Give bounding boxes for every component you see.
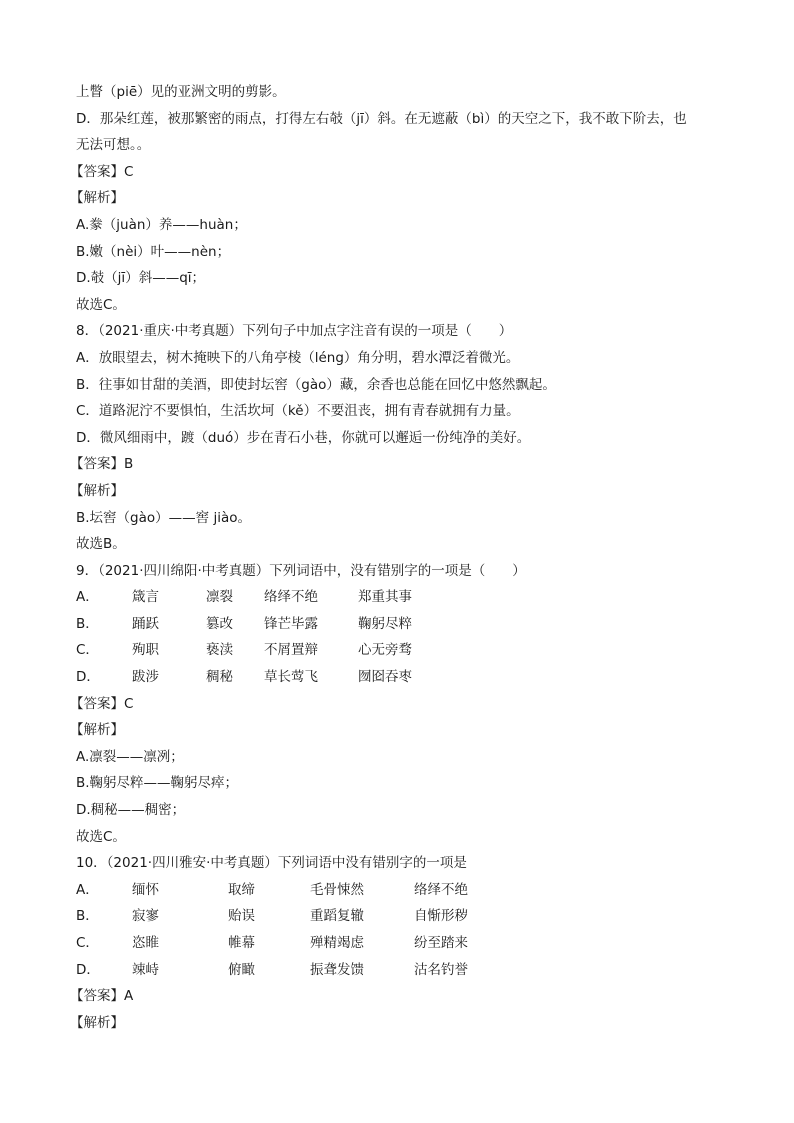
option-label: B．	[76, 615, 99, 632]
text-line: 【答案】A	[70, 988, 134, 1005]
option-word: 跋涉	[132, 669, 159, 686]
option-word: 络绎不绝	[264, 589, 318, 606]
option-word: 锋芒毕露	[264, 615, 318, 632]
text-line: 故选C。	[76, 828, 126, 845]
text-line: 无法可想。。	[76, 137, 151, 154]
text-line: 10．（2021·四川雅安·中考真题）下列词语中没有错别字的一项是	[76, 855, 467, 872]
text-line: D．微风细雨中，踱（duó）步在青石小巷，你就可以邂逅一份纯净的美好。	[76, 429, 531, 446]
option-word: 纷至踏来	[414, 935, 468, 951]
text-line: 【答案】C	[70, 695, 134, 712]
option-word: 箴言	[132, 589, 159, 606]
text-line: B．往事如甘甜的美酒，即使封坛窖（gào）藏，余香也总能在回忆中悠然飘起。	[76, 376, 556, 393]
text-line: C．道路泥泞不要惧怕，生活坎坷（kě）不要沮丧，拥有青春就拥有力量。	[76, 403, 520, 420]
text-line: 【解析】	[70, 482, 124, 499]
option-row	[76, 637, 716, 664]
text-line: 【解析】	[70, 190, 124, 207]
text-line: B.鞠躬尽粹——鞠躬尽瘁；	[76, 775, 239, 792]
option-word: 缅怀	[132, 881, 159, 898]
option-word: 竦峙	[132, 961, 159, 978]
option-label: C．	[76, 642, 99, 659]
option-row	[76, 664, 716, 691]
option-word: 络绎不绝	[414, 881, 468, 898]
option-label: D．	[76, 669, 100, 686]
text-line: A.凛裂——凛冽；	[76, 748, 184, 765]
option-label: C．	[76, 935, 99, 951]
option-word: 篡改	[206, 615, 233, 632]
option-word: 殉职	[132, 642, 159, 659]
question-9-options	[76, 584, 716, 690]
option-word: 囫囵吞枣	[358, 669, 412, 686]
option-word: 取缔	[228, 881, 255, 898]
option-row	[76, 903, 716, 930]
text-block-top	[70, 79, 716, 584]
option-row	[76, 877, 716, 904]
text-line: 故选B。	[76, 536, 126, 553]
option-word: 重蹈复辙	[310, 908, 364, 925]
text-block-middle	[70, 691, 716, 877]
option-word: 振聋发馈	[310, 961, 364, 978]
option-row	[76, 930, 716, 957]
option-word: 草长莺飞	[264, 669, 318, 686]
text-line: A.豢（juàn）养——huàn；	[76, 216, 247, 233]
text-line: 上瞥（piē）见的亚洲文明的剪影。	[76, 84, 286, 100]
text-line: D．那朵红莲，被那繁密的雨点，打得左右攲（jī）斜。在无遮蔽（bì）的天空之下，我不敢下阶去，也	[76, 110, 687, 127]
text-line: D.攲（jī）斜——qī；	[76, 270, 206, 287]
option-row	[76, 584, 716, 611]
text-line: 【答案】C	[70, 163, 134, 180]
text-line: A．放眼望去，树木掩映下的八角亭棱（léng）角分明，碧水潭泛着微光。	[76, 349, 520, 366]
question-10-options	[76, 877, 716, 983]
option-word: 踊跃	[132, 615, 159, 632]
option-word: 心无旁骛	[358, 642, 412, 659]
option-word: 鞠躬尽粹	[358, 615, 412, 632]
text-line: 8．（2021·重庆·中考真题）下列句子中加点字注音有误的一项是（ ）	[76, 323, 513, 340]
option-word: 自惭形秽	[414, 908, 468, 925]
option-word: 沽名钓誉	[414, 961, 468, 978]
option-label: A．	[76, 589, 99, 606]
text-line: 【答案】B	[70, 456, 134, 473]
option-word: 殚精竭虑	[310, 935, 364, 951]
option-label: B．	[76, 908, 99, 925]
option-word: 凛裂	[206, 589, 233, 606]
option-word: 稠秘	[206, 669, 233, 686]
text-line: 9．（2021·四川绵阳·中考真题）下列词语中，没有错别字的一项是（ ）	[76, 562, 526, 579]
option-word: 寂寥	[132, 908, 159, 925]
text-line: B.坛窖（gào）——窖 jiào。	[76, 509, 251, 526]
option-word: 郑重其事	[358, 589, 412, 606]
option-row	[76, 957, 716, 984]
option-word: 亵渎	[206, 642, 233, 659]
option-word: 帷幕	[228, 935, 255, 951]
option-label: A．	[76, 881, 99, 898]
option-word: 毛骨悚然	[310, 881, 364, 898]
option-word: 贻误	[228, 908, 255, 925]
text-line: B.嫩（nèi）叶——nèn；	[76, 243, 231, 260]
document-body	[70, 79, 716, 1036]
option-word: 俯瞰	[228, 961, 255, 978]
text-line: 【解析】	[70, 722, 124, 739]
option-word: 恣睢	[132, 935, 159, 951]
text-line: D.稠秘——稠密；	[76, 802, 186, 819]
text-block-bottom	[70, 983, 716, 1036]
option-label: D．	[76, 961, 100, 978]
text-line: 【解析】	[70, 1014, 124, 1031]
text-line: 故选C。	[76, 296, 126, 313]
option-row	[76, 611, 716, 638]
option-word: 不屑置辩	[264, 642, 318, 659]
